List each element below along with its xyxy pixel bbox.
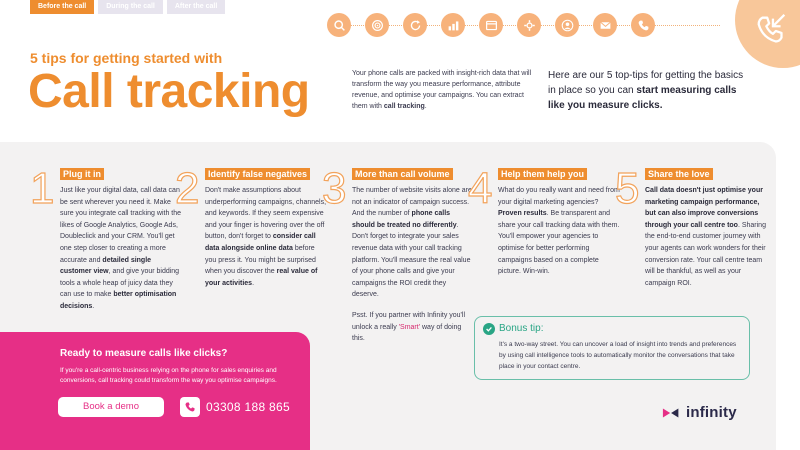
tip-number: 2 <box>175 164 200 213</box>
tip-body: Call data doesn't just optimise your marketing campaign performance, but can also improve conversions through your call centre too. Sharing the end-to-end customer journey with your agents can work wonders for their conversion rate. Your call centre team will be thankful, as well as your campaign ROI. <box>645 187 766 287</box>
mail-icon <box>593 13 617 37</box>
check-icon <box>483 323 495 335</box>
top-tips-intro: Here are our 5 top-tips for getting the basics in place so you can start measuring calls like you measure clicks. <box>548 70 744 111</box>
chart-icon <box>441 13 465 37</box>
tip-paragraph: The number of website visits alone are not an indicator of campaign success. And the number of phone calls should be treated no differently. Don't forget to integrate your sales revenue data with your call tracking platform. You'll measure the real value of your phone calls and give your campaigns the ROI credit they deserve. <box>352 187 472 299</box>
phone-number-link[interactable]: 03308 188 865 <box>206 400 290 414</box>
target-icon <box>365 13 389 37</box>
phone-icon <box>631 13 655 37</box>
tip-body <box>352 185 474 345</box>
tip-number: 5 <box>615 164 640 213</box>
page-title: Call tracking <box>28 65 310 118</box>
tab-during-the-call[interactable]: During the call <box>98 0 163 14</box>
search-icon <box>327 13 351 37</box>
infinity-logo-icon <box>662 406 682 420</box>
cta-title: Ready to measure calls like clicks? <box>60 348 228 359</box>
book-demo-button[interactable]: Book a demo <box>58 397 164 417</box>
phone-icon[interactable] <box>180 397 200 417</box>
tip-body: What do you really want and need from your digital marketing agencies? Proven results. Be transparent and share your call tracking data with them. You'll empower your agencies to optimise for better performing campaigns based on a complete picture. Win-win. <box>498 187 620 276</box>
tip-body: Don't make assumptions about underperforming campaigns, channels, and keywords. If they seem expensive and your finger is hovering over the off button, don't forget to consider call data alongside online data before you press it. You might be surprised when you discover the real value of your activities. <box>205 187 327 287</box>
bonus-tip-title: Bonus tip: <box>499 323 544 334</box>
journey-icon-row <box>327 13 655 37</box>
tab-before-the-call[interactable]: Before the call <box>30 0 94 14</box>
infinity-logo[interactable] <box>662 404 737 421</box>
cta-text: If you're a call-centric business relying on the phone for sales enquiries and conversions, call tracking could transform the way you optimise campaigns. <box>60 367 277 384</box>
intro-paragraph: Your phone calls are packed with insight-rich data that will transform the way you measure performance, attribute revenue, and optimise your campaigns. You can extract them with call tracking. <box>352 70 532 110</box>
tip-number: 3 <box>322 164 347 213</box>
tip-number: 4 <box>468 164 493 213</box>
bonus-tip-text: It's a two-way street. You can uncover a load of insight into trends and preferences by using call intelligence tools to automatically monitor the conversations that take place in your contact centre. <box>499 341 737 370</box>
refresh-icon <box>403 13 427 37</box>
logo-text: infinity <box>686 404 737 421</box>
tab-after-the-call[interactable]: After the call <box>167 0 225 14</box>
bonus-tip-box <box>474 316 750 380</box>
page-subtitle: 5 tips for getting started with <box>30 50 223 66</box>
incoming-call-icon <box>735 0 800 68</box>
tip-heading: Share the love <box>645 168 713 180</box>
tip-number: 1 <box>30 164 55 213</box>
tab-bar <box>30 0 225 14</box>
tip-heading: Plug it in <box>60 168 104 180</box>
tip-heading: More than call volume <box>352 168 453 180</box>
tip-heading: Help them help you <box>498 168 587 180</box>
tip-heading: Identify false negatives <box>205 168 310 180</box>
tip-body: Just like your digital data, call data can be sent wherever you need it. Make sure you integrate call tracking with the likes of Google Analytics, Google Ads, Doubleclick and your CRM. You'll get one step closer to creating a more accurate and detailed single customer view, and give your bidding tools a whole heap of juicy data they can use to make better optimisation decisions. <box>60 187 182 310</box>
tip-psst: Psst. If you partner with Infinity you'll unlock a really 'Smart' way of doing this. <box>352 311 465 343</box>
user-icon <box>555 13 579 37</box>
settings-icon <box>517 13 541 37</box>
browser-icon <box>479 13 503 37</box>
